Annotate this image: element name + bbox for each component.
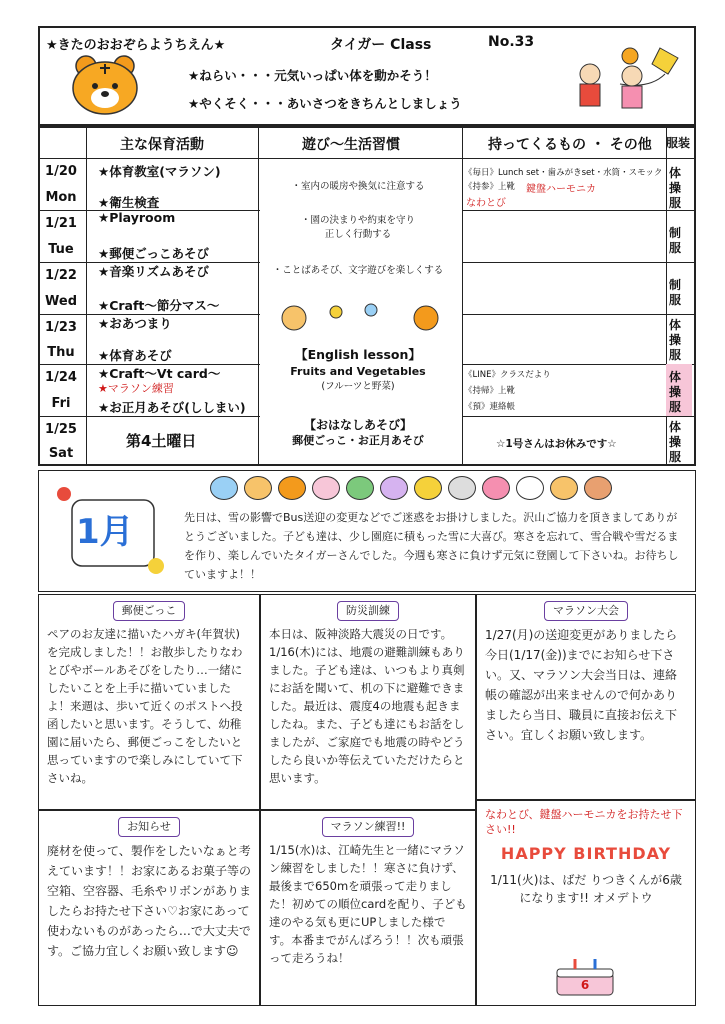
row-date: 1/24 — [45, 370, 77, 385]
panel-title: 防災訓練 — [337, 601, 399, 621]
col-bring: 持ってくるもの ・ その他 — [488, 137, 652, 153]
activity: ★体育あそび — [98, 348, 172, 363]
play-item: ・室内の暖房や換気に注意する — [291, 181, 425, 192]
cake-icon — [549, 953, 621, 999]
promise-text: ★やくそく・・・あいさつをきちんとしましょう — [188, 96, 462, 111]
uniform: 体操服 — [668, 166, 681, 210]
panel-body: 廃材を使って、製作をしたいなぁと考えています！！お家にあるお菓子等の空箱、空容器、毛糸やリボンがありましたらお持たせ下さい♡お家にあって使わないものがあったら…で大丈夫です。ご協力宜しくお願い致します☺ — [47, 844, 252, 958]
row-dow: Thu — [47, 345, 75, 360]
row-dow: Tue — [48, 242, 74, 257]
uniform: 制服 — [668, 226, 681, 255]
zodiac-animals-icon — [210, 476, 618, 504]
panel-marathon-practice — [260, 810, 476, 1006]
uniform: 体操服 — [668, 318, 681, 362]
panel-body: 1/15(水)は、江崎先生と一緒にマラソン練習をしました！！寒さに負けず、最後まで650mを頑張って走りました！初めての順位cardを配り、子ども達のやる気も更にUPしました様です。本番までがんばろう！！次も頑張って走ろうね！ — [269, 843, 467, 965]
activity: ★Craft～Vt card～ — [98, 366, 221, 381]
bring-note: 《毎日》Lunch set・歯みがきset・水筒・スモック — [464, 168, 663, 178]
row-date: 1/22 — [45, 268, 77, 283]
cake-age: 6 — [580, 978, 590, 992]
activity: ★衛生検査 — [98, 195, 160, 210]
panel-body: ペアのお友達に描いたハガキ(年賀状)を完成しました！！お散歩したりなわとびやボールあそびをしたり…一緒にしたいことを上手に描いていましたよ！来週は、歩いて近くのポストへ投函したいと思います。そうして、幼稚園に届いたら、郵便ごっこをしたいと思っていますので楽しみにしていて下さいね。 — [47, 627, 243, 785]
bring-note-red: 鍵盤ハーモニカ — [526, 184, 596, 195]
panel-body: 1/11(火)は、ばだ りつきくんが6歳になります!! オメデトウ — [490, 873, 682, 905]
activity: 第4土曜日 — [126, 432, 197, 450]
panel-body: 1/27(月)の送迎変更がありましたら今日(1/17(金))までにお知らせ下さい。又、マラソン大会当日は、連絡帳の確認が出来ませんので何かありましたら当日、職員に直接お伝え下さい。宜しくお願い致します。 — [485, 628, 678, 742]
story-body: 郵便ごっこ・お正月あそび — [292, 434, 424, 447]
panel-title: お知らせ — [118, 817, 180, 837]
row-dow: Fri — [51, 396, 71, 411]
class-label: タイガー Class — [330, 37, 432, 53]
row-dow: Wed — [45, 294, 77, 309]
panel-title: マラソン大会 — [544, 601, 628, 621]
col-uniform: 服装 — [666, 136, 691, 150]
activity: ★Craft～節分マス～ — [98, 298, 220, 313]
col-activity: 主な保育活動 — [120, 137, 204, 153]
panel-body: 本日は、阪神淡路大震災の日です。1/16(木)には、地震の避難訓練もありました。子ども達は、いつもより真剣にお話を聞いて、机の下に避難できました。最近は、震度4の地震も起きましたね。また、子ども達にもお話をしましたが、ご家庭でも地震の時やどうしたら良いか等伝えていただけたらと思います。 — [269, 627, 465, 785]
panel-postal — [38, 594, 260, 810]
school-name: ★きたのおおぞらようちえん★ — [46, 38, 226, 53]
row-date: 1/23 — [45, 320, 77, 335]
activity: ★郵便ごっこあそび — [98, 246, 209, 261]
activity: ★おあつまり — [98, 316, 172, 331]
bring-note: 《LINE》クラスだより — [464, 370, 551, 380]
uniform: 制服 — [668, 278, 681, 307]
uniform: 体操服 — [668, 420, 681, 464]
panel-birthday — [476, 800, 696, 1006]
issue-number: No.33 — [488, 34, 535, 50]
panel-title: 郵便ごっこ — [113, 601, 186, 621]
bring-note-red: なわとび — [466, 198, 506, 209]
bring-note: 《預》連絡帳 — [464, 402, 516, 412]
kids-kite-icon — [560, 44, 688, 122]
intro-text: 先日は、雪の影響でBus送迎の変更などでご迷惑をお掛けしました。沢山ご協力を頂きましてありがとうございました。子ども達は、少し園庭に積もった雪に大喜び。寒さを忘れて、雪合戦や雪だるまを作り、楽しんでいたタイガーさんでした。今週も寒さに負けず元気に登園して下さいね。お待ちしていますよ！！ — [184, 511, 679, 581]
row-dow: Sat — [48, 446, 74, 461]
kids-illustration-icon — [276, 298, 446, 338]
birthday-title: HAPPY BIRTHDAY — [500, 844, 672, 863]
row-date: 1/25 — [45, 422, 77, 437]
english-sub: (フルーツと野菜) — [321, 381, 395, 392]
panel-disaster — [260, 594, 476, 810]
english-body: Fruits and Vegetables — [290, 365, 426, 378]
play-item: 正しく行動する — [324, 229, 392, 240]
bring-note: 《持参》上靴 — [464, 182, 516, 192]
row-date: 1/20 — [45, 164, 77, 179]
uniform: 体操服 — [668, 370, 681, 414]
english-title: 【English lesson】 — [295, 347, 421, 362]
row-date: 1/21 — [45, 216, 77, 231]
activity: ★Playroom — [98, 210, 176, 225]
panel-note-red: なわとび、鍵盤ハーモニカをお持たせ下さい!! — [485, 808, 683, 836]
activity: ★お正月あそび(ししまい) — [98, 400, 246, 415]
activity: ★音楽リズムあそび — [98, 264, 209, 279]
tiger-icon — [70, 52, 140, 116]
bring-note: 《持帰》上靴 — [464, 386, 516, 396]
panel-notice — [38, 810, 260, 1006]
bring-note: ☆1号さんはお休みです☆ — [496, 438, 617, 450]
activity: ★体育教室(マラソン) — [98, 164, 221, 179]
aim-text: ★ねらい・・・元気いっぱい体を動かそう！ — [188, 68, 437, 83]
panel-marathon — [476, 594, 696, 800]
row-dow: Mon — [45, 190, 77, 205]
panel-title: マラソン練習!! — [322, 817, 415, 837]
play-item: ・ことばあそび、文字遊びを楽しくする — [272, 265, 444, 276]
month-label: 1月 — [76, 512, 134, 552]
col-play: 遊び～生活習慣 — [302, 137, 400, 153]
activity-red: ★マラソン練習 — [98, 382, 174, 395]
story-title: 【おはなしあそび】 — [303, 418, 412, 432]
play-item: ・園の決まりや約束を守り — [300, 215, 415, 226]
